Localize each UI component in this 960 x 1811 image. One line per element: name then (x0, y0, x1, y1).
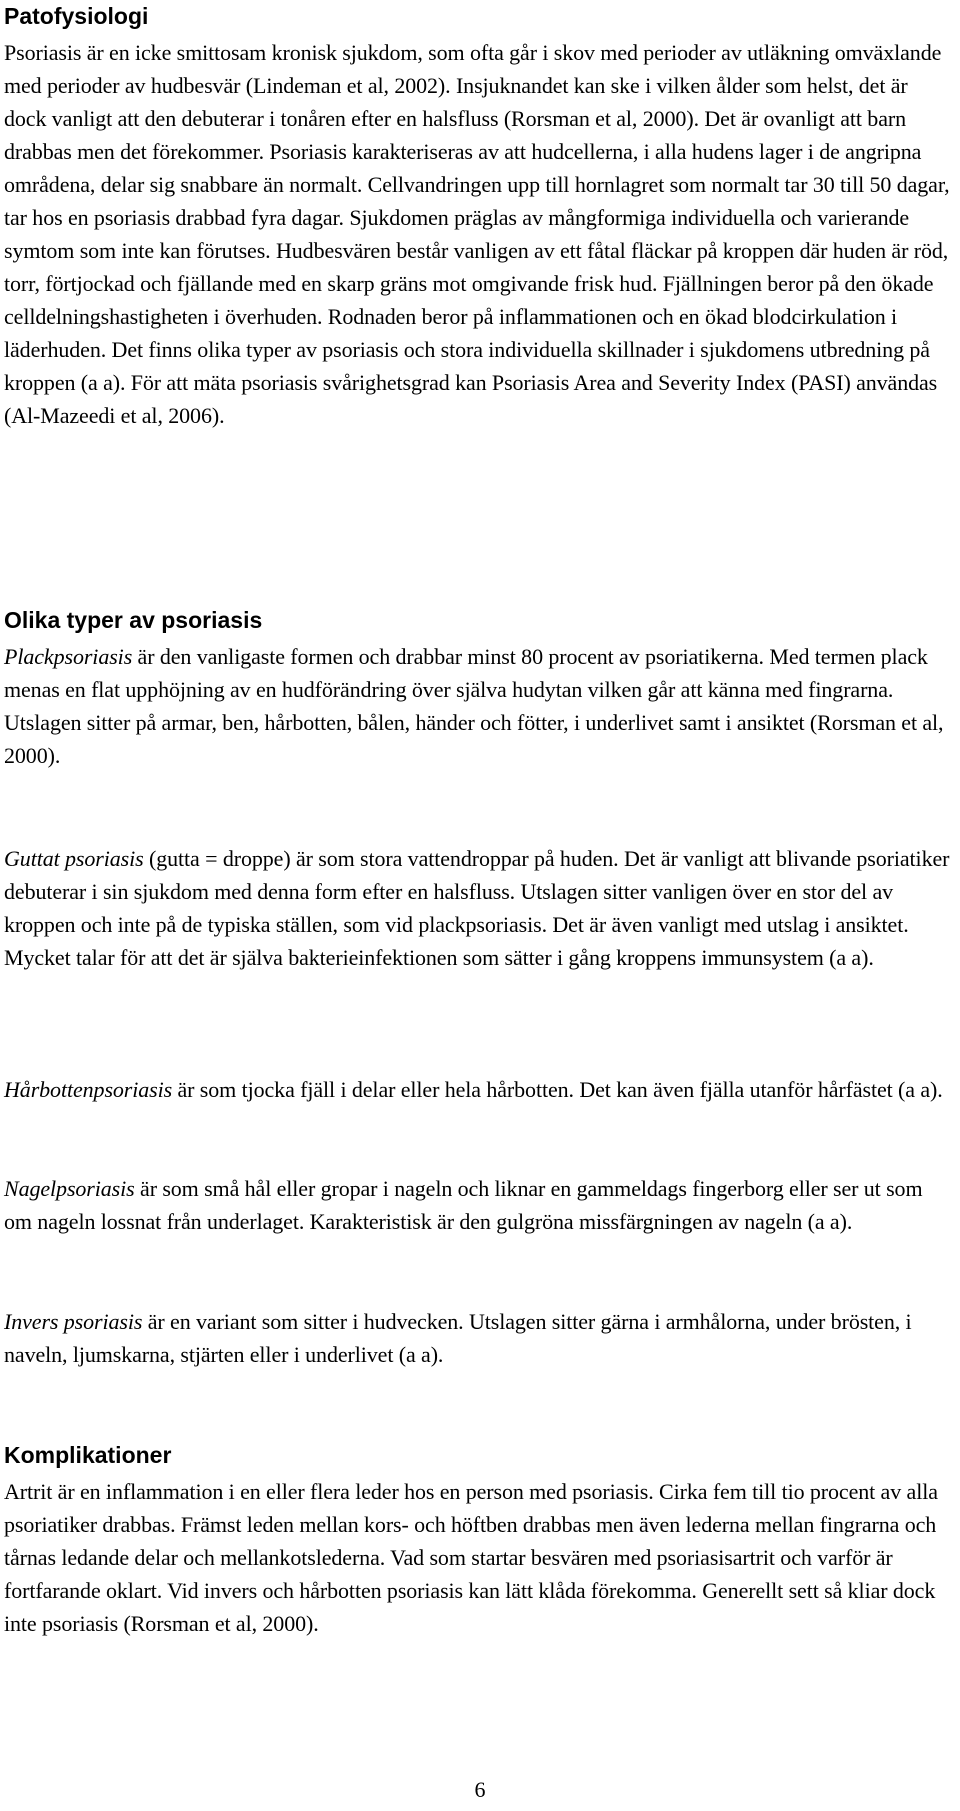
paragraph-nagelpsoriasis (4, 1172, 954, 1238)
term-lead: Plackpsoriasis (4, 644, 133, 669)
paragraph-komplikationer (4, 1475, 954, 1640)
term-lead: Guttat psoriasis (4, 846, 144, 871)
paragraph-text: (gutta = droppe) är som stora vattendroppar på huden. Det är vanligt att blivande psoriatiker debuterar i sin sjukdom med denna form efter en halsfluss. Utslagen sitter vanligen över en stor del av kroppen och inte på de typiska ställen, som vid plackpsoriasis. Det är även vanligt med utslag i ansiktet. Mycket talar för att det är själva bakterieinfektionen som sätter i gång kroppens immunsystem (a a). (4, 846, 950, 970)
term-lead: Hårbottenpsoriasis (4, 1077, 173, 1102)
page-number: 6 (474, 1777, 486, 1802)
paragraph-harbottenpsoriasis (4, 1073, 954, 1106)
paragraph-text: är den vanligaste formen och drabbar minst 80 procent av psoriatikerna. Med termen plack menas en flat upphöjning av en hudförändring över själva hudytan vilken går att känna med fingrarna. Utslagen sitter på armar, ben, hårbotten, bålen, händer och fötter, i underlivet samt i ansiktet (Rorsman et al, 2000). (4, 644, 944, 768)
section-heading-komplikationer: Komplikationer (4, 1442, 172, 1468)
paragraph-invers-psoriasis (4, 1305, 954, 1371)
paragraph-plackpsoriasis (4, 640, 954, 772)
term-lead: Invers psoriasis (4, 1309, 143, 1334)
section-heading-olika-typer: Olika typer av psoriasis (4, 607, 263, 633)
paragraph-guttat-psoriasis (4, 842, 954, 974)
paragraph-text: Artrit är en inflammation i en eller flera leder hos en person med psoriasis. Cirka fem till tio procent av alla psoriatiker drabbas. Främst leden mellan kors- och höftben drabbas men även lederna mellan fingrarna och tårnas ledande delar och mellankotslederna. Vad som startar besvären med psoriasisartrit och varför är fortfarande oklart. Vid invers och hårbotten psoriasis kan lätt klåda förekomma. Generellt sett så kliar dock inte psoriasis (Rorsman et al, 2000). (4, 1479, 938, 1636)
section-heading-patofysiologi: Patofysiologi (4, 3, 149, 29)
paragraph-patofysiologi (4, 36, 954, 432)
paragraph-text: är som små hål eller gropar i nageln och liknar en gammeldags fingerborg eller ser ut som om nageln lossnat från underlaget. Karakteristisk är den gulgröna missfärgningen av nageln (a a). (4, 1176, 923, 1234)
term-lead: Nagelpsoriasis (4, 1176, 135, 1201)
paragraph-text: är en variant som sitter i hudvecken. Utslagen sitter gärna i armhålorna, under brösten, i naveln, ljumskarna, stjärten eller i underlivet (a a). (4, 1309, 912, 1367)
paragraph-text: är som tjocka fjäll i delar eller hela hårbotten. Det kan även fjälla utanför hårfästet (a a). (172, 1077, 943, 1102)
paragraph-text: Psoriasis är en icke smittosam kronisk sjukdom, som ofta går i skov med perioder av utläkning omväxlande med perioder av hudbesvär (Lindeman et al, 2002). Insjuknandet kan ske i vilken ålder som helst, det är dock vanligt att den debuterar i tonåren efter en halsfluss (Rorsman et al, 2000). Det är ovanligt att barn drabbas men det förekommer. Psoriasis karakteriseras av att hudcellerna, i alla hudens lager i de angripna områdena, delar sig snabbare än normalt. Cellvandringen upp till hornlagret som normalt tar 30 till 50 dagar, tar hos en psoriasis drabbad fyra dagar. Sjukdomen präglas av mångformiga individuella och varierande symtom som inte kan förutses. Hudbesvären består vanligen av ett fåtal fläckar på kroppen där huden är röd, torr, förtjockad och fjällande med en skarp gräns mot omgivande frisk hud. Fjällningen beror på den ökade celldelningshastigheten i överhuden. Rodnaden beror på inflammationen och en ökad blodcirkulation i läderhuden. Det finns olika typer av psoriasis och stora individuella skillnader i sjukdomens utbredning på kroppen (a a). För att mäta psoriasis svårighetsgrad kan Psoriasis Area and Severity Index (PASI) användas (Al-Mazeedi et al, 2006). (4, 40, 950, 428)
